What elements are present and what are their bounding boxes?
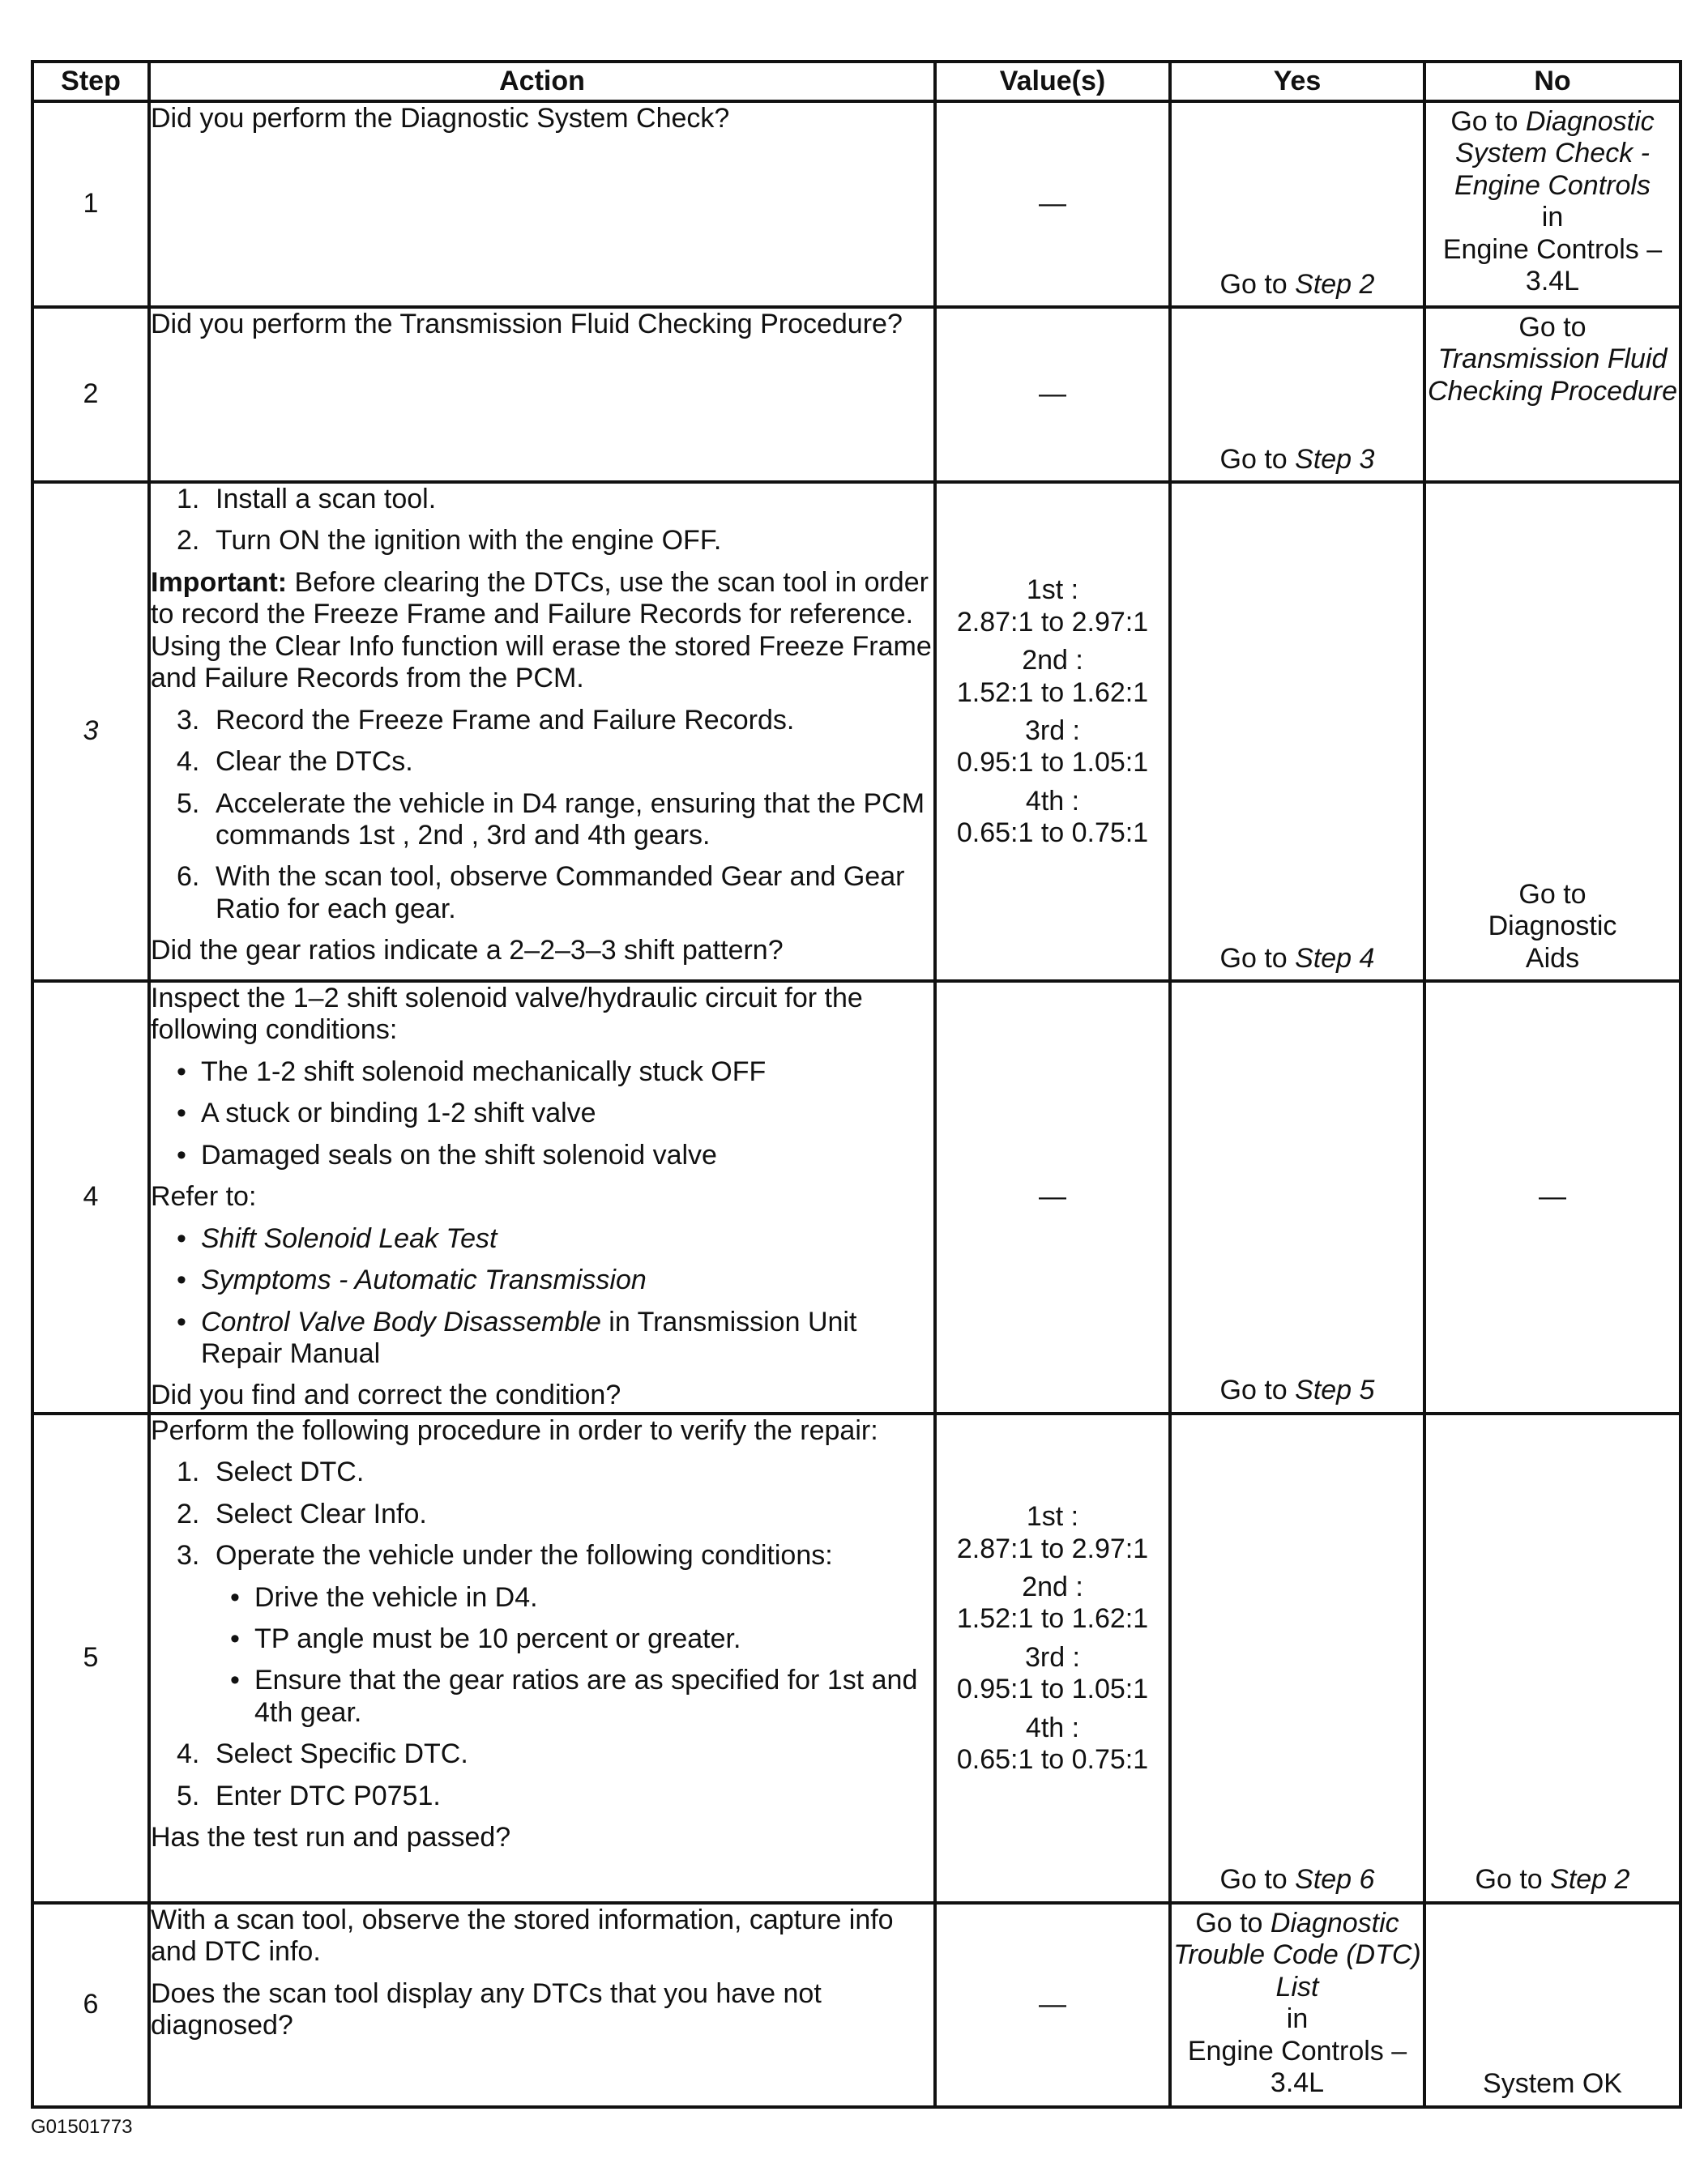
action-cell (149, 1903, 935, 2107)
list-item: • Ensure that the gear ratios are as specified for 1st and 4th gear. (230, 1665, 918, 1728)
list-item: 3. Record the Freeze Frame and Failure Records. (177, 704, 795, 736)
gear-ratio: 3rd : 0.95:1 to 1.05:1 (956, 1641, 1149, 1705)
step-number: 1 (32, 101, 149, 307)
action-text: Did you perform the Diagnostic System Check? (151, 103, 730, 134)
refer-label: Refer to: (151, 1181, 257, 1213)
no-cell (1424, 101, 1681, 307)
yes-link[interactable]: Go to Diagnostic Trouble Code (DTC) List in Engine Controls – 3.4L (1173, 1907, 1421, 2098)
step-number: 3 (32, 482, 149, 981)
reference-link[interactable]: • Control Valve Body Disassemble in Transmission Unit Repair Manual (177, 1306, 857, 1369)
step-list (151, 1457, 933, 1572)
list-item: 4. Clear the DTCs. (177, 746, 413, 778)
value-dash: — (1039, 378, 1066, 410)
yes-link[interactable]: Go to Step 2 (1219, 268, 1375, 300)
header-no: No (1424, 62, 1681, 101)
value-cell (935, 1903, 1170, 2107)
step-list (151, 1738, 933, 1812)
no-link[interactable]: Go to Diagnostic System Check - Engine Controls in Engine Controls – 3.4L (1442, 106, 1663, 297)
no-cell (1424, 307, 1681, 482)
list-item: • TP angle must be 10 percent or greater. (230, 1623, 741, 1654)
value-cell (935, 307, 1170, 482)
step-row-2 (32, 307, 1681, 482)
action-cell (149, 307, 935, 482)
condition-list (151, 1582, 933, 1730)
yes-cell (1170, 307, 1424, 482)
gear-ratio: 1st : 2.87:1 to 2.97:1 (956, 1501, 1149, 1564)
yes-cell (1170, 101, 1424, 307)
reference-link[interactable]: • Shift Solenoid Leak Test (177, 1222, 498, 1254)
list-item: 2. Turn ON the ignition with the engine OFF. (177, 525, 722, 557)
reference-link[interactable]: • Symptoms - Automatic Transmission (177, 1265, 647, 1296)
yes-link[interactable]: Go to Step 6 (1219, 1864, 1375, 1896)
gear-ratio: 3rd : 0.95:1 to 1.05:1 (956, 715, 1149, 778)
diagnostic-table (31, 60, 1682, 2109)
no-link[interactable]: Go to Step 2 (1475, 1864, 1630, 1896)
list-item: • A stuck or binding 1-2 shift valve (177, 1098, 596, 1129)
condition-list (151, 1056, 933, 1171)
gear-ratio: 4th : 0.65:1 to 0.75:1 (956, 785, 1149, 849)
action-text: Perform the following procedure in order to verify the repair: (151, 1414, 878, 1446)
step-row-6 (32, 1903, 1681, 2107)
no-cell (1424, 1414, 1681, 1903)
no-cell (1424, 981, 1681, 1414)
action-question: Did you find and correct the condition? (151, 1380, 621, 1411)
no-cell (1424, 482, 1681, 981)
step-number: 6 (32, 1903, 149, 2107)
step-number: 2 (32, 307, 149, 482)
action-question: Has the test run and passed? (151, 1822, 511, 1853)
value-dash: — (1039, 1989, 1066, 2020)
yes-link[interactable]: Go to Step 4 (1219, 942, 1375, 974)
list-item: 3. Operate the vehicle under the following conditions: (177, 1540, 833, 1572)
action-question: Did the gear ratios indicate a 2–2–3–3 shift pattern? (151, 935, 784, 966)
no-dash: — (1539, 1181, 1566, 1213)
step-row-1 (32, 101, 1681, 307)
gear-ratio: 2nd : 1.52:1 to 1.62:1 (956, 645, 1149, 708)
value-dash: — (1039, 1181, 1066, 1213)
value-cell (935, 1414, 1170, 1903)
value-cell (935, 101, 1170, 307)
figure-id: G01501773 (31, 2116, 133, 2138)
header-action: Action (149, 62, 935, 101)
value-cell (935, 482, 1170, 981)
no-cell (1424, 1903, 1681, 2107)
gear-ratio: 1st : 2.87:1 to 2.97:1 (956, 574, 1149, 638)
step-row-5 (32, 1414, 1681, 1903)
header-values: Value(s) (935, 62, 1170, 101)
list-item: 4. Select Specific DTC. (177, 1738, 468, 1770)
step-list (151, 484, 933, 557)
yes-link[interactable]: Go to Step 3 (1219, 443, 1375, 475)
step-row-4 (32, 981, 1681, 1414)
list-item: 1. Select DTC. (177, 1457, 365, 1488)
value-dash: — (1039, 188, 1066, 220)
no-link[interactable]: Go to Diagnostic Aids (1488, 878, 1617, 974)
no-link[interactable]: Go to Transmission Fluid Checking Procedure (1427, 312, 1678, 407)
action-text: Did you perform the Transmission Fluid Checking Procedure? (151, 309, 903, 339)
header-row (32, 62, 1681, 101)
yes-cell (1170, 1414, 1424, 1903)
important-note: Important: Before clearing the DTCs, use the scan tool in order to record the Freeze Frame and Failure Records for reference. Using the Clear Info function will erase the stored Freeze Frame and Failure Records from the PCM. (151, 566, 932, 694)
action-text: With a scan tool, observe the stored information, capture info and DTC info. (151, 1904, 894, 1968)
yes-cell (1170, 1903, 1424, 2107)
header-yes: Yes (1170, 62, 1424, 101)
value-cell (935, 981, 1170, 1414)
reference-list (151, 1223, 933, 1371)
no-result: System OK (1483, 2068, 1622, 2100)
action-cell (149, 1414, 935, 1903)
yes-cell (1170, 981, 1424, 1414)
yes-link[interactable]: Go to Step 5 (1219, 1375, 1375, 1406)
action-text: Inspect the 1–2 shift solenoid valve/hydraulic circuit for the following conditions: (151, 983, 863, 1046)
list-item: 1. Install a scan tool. (177, 484, 437, 514)
yes-cell (1170, 482, 1424, 981)
step-row-3 (32, 482, 1681, 981)
step-list (151, 705, 933, 926)
header-step: Step (32, 62, 149, 101)
list-item: • The 1-2 shift solenoid mechanically stuck OFF (177, 1056, 767, 1087)
action-cell (149, 482, 935, 981)
step-number: 4 (32, 981, 149, 1414)
list-item: 2. Select Clear Info. (177, 1498, 427, 1529)
step-number: 5 (32, 1414, 149, 1903)
gear-ratio: 2nd : 1.52:1 to 1.62:1 (956, 1571, 1149, 1635)
action-cell (149, 981, 935, 1414)
list-item: 5. Accelerate the vehicle in D4 range, ensuring that the PCM commands 1st , 2nd , 3rd and 4th gears. (177, 787, 925, 851)
action-question: Does the scan tool display any DTCs that you have not diagnosed? (151, 1977, 822, 2041)
gear-ratio: 4th : 0.65:1 to 0.75:1 (956, 1712, 1149, 1776)
list-item: • Damaged seals on the shift solenoid valve (177, 1139, 717, 1171)
list-item: • Drive the vehicle in D4. (230, 1581, 538, 1613)
list-item: 6. With the scan tool, observe Commanded Gear and Gear Ratio for each gear. (177, 861, 905, 924)
action-cell (149, 101, 935, 307)
list-item: 5. Enter DTC P0751. (177, 1780, 441, 1811)
